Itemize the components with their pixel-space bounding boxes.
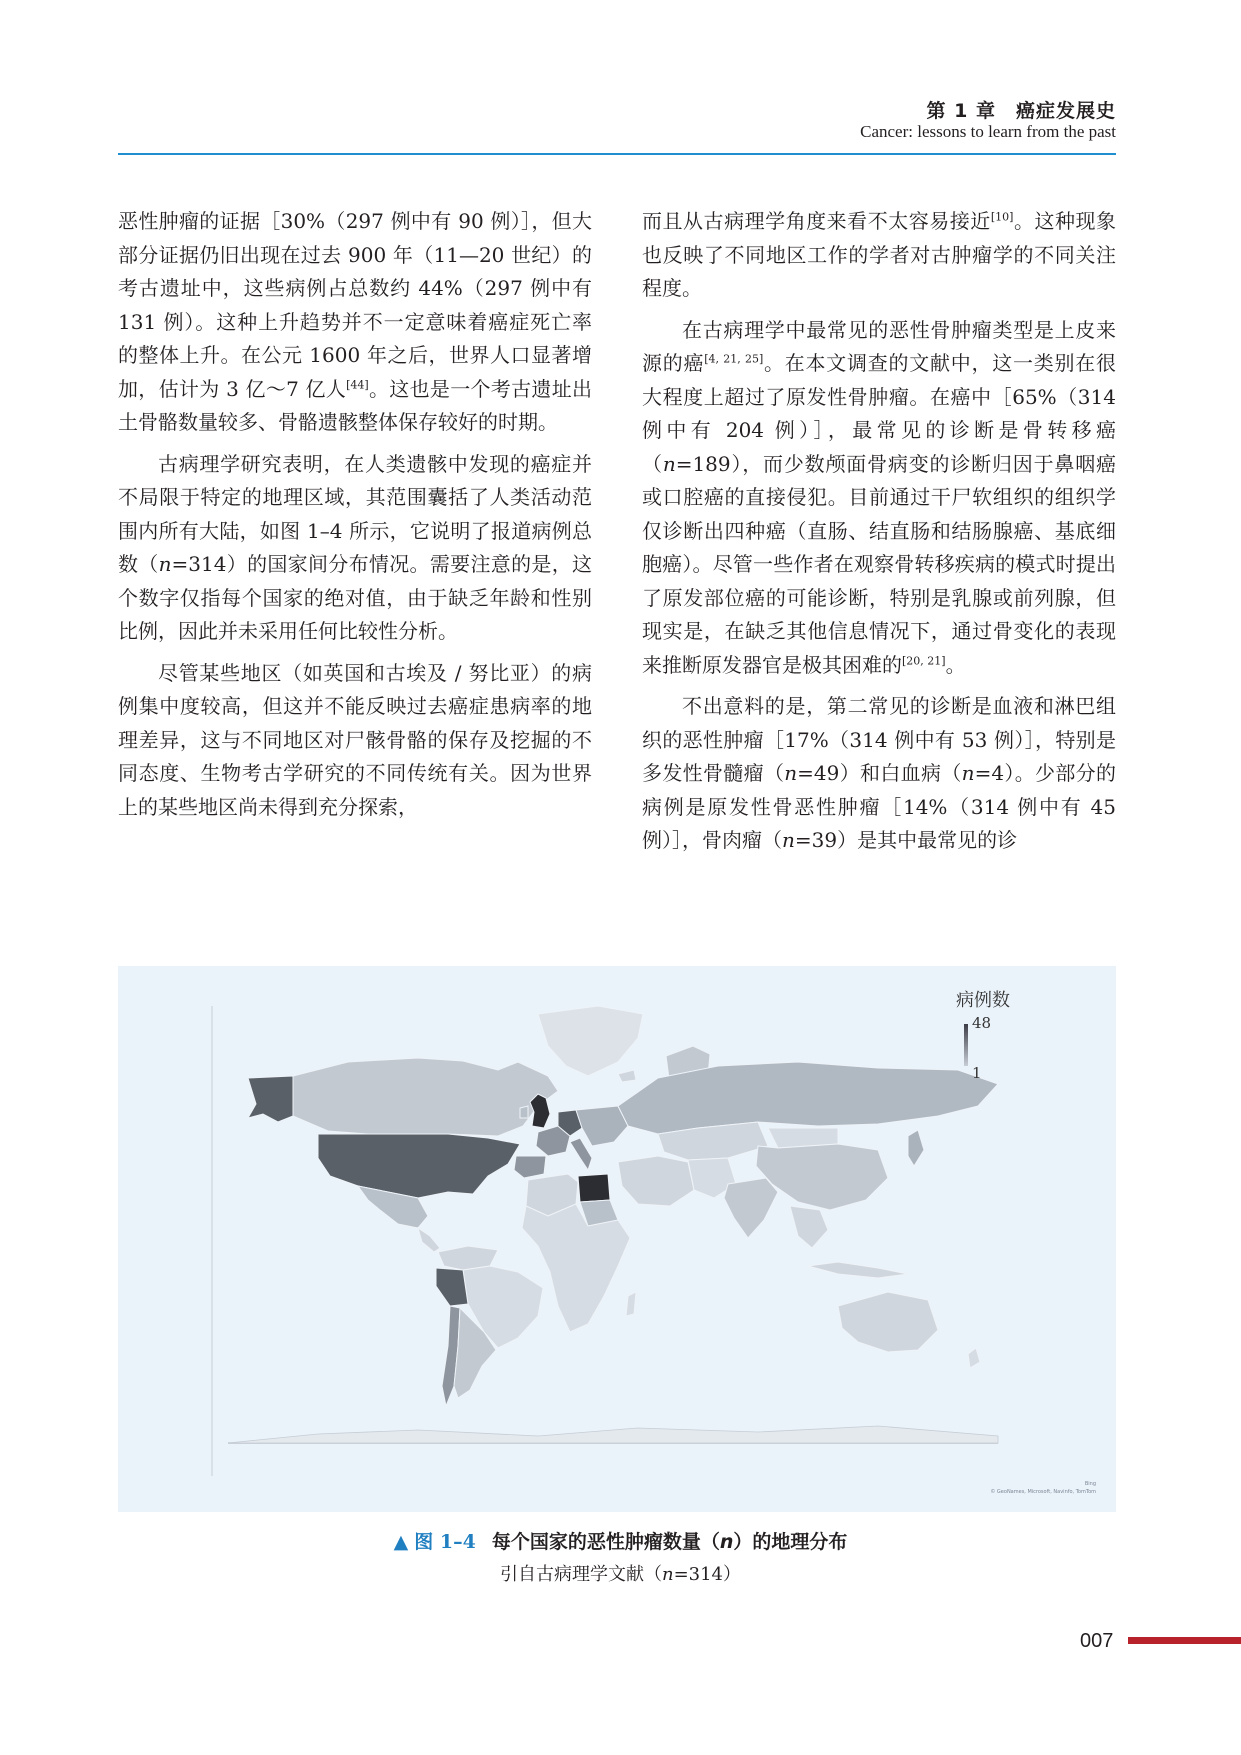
citation[interactable]: [4, 21, 25] xyxy=(704,352,764,366)
legend-gradient xyxy=(964,1024,968,1066)
country-new-zealand xyxy=(968,1348,980,1368)
country-ireland xyxy=(520,1106,528,1118)
central-america xyxy=(418,1228,440,1252)
map-attribution: Bing © GeoNames, Microsoft, Navinfo, TomTom xyxy=(990,1481,1096,1495)
figure-label: 图 1–4 xyxy=(414,1531,476,1553)
country-peru[interactable] xyxy=(436,1268,468,1306)
world-map-figure xyxy=(118,966,1116,1512)
country-canada[interactable] xyxy=(293,1058,558,1138)
chapter-title: 第 1 章 癌症发展史 xyxy=(926,100,1116,122)
left-column xyxy=(118,205,592,832)
country-egypt-nubia[interactable] xyxy=(578,1174,610,1202)
country-india[interactable] xyxy=(724,1178,778,1238)
country-spain-portugal[interactable] xyxy=(514,1156,546,1178)
triangle-icon: ▲ xyxy=(393,1531,409,1553)
country-indonesia xyxy=(808,1262,908,1278)
figure-caption: ▲ 图 1–4 每个国家的恶性肿瘤数量（n）的地理分布 xyxy=(393,1531,848,1553)
country-eastern-europe[interactable] xyxy=(576,1106,628,1146)
left-paragraph-2: 古病理学研究表明，在人类遗骸中发现的癌症并不局限于特定的地理区域，其范围囊括了人类活动范围内所有大陆，如图 1–4 所示，它说明了报道病例总数（n=314）的国家间分布情况。需要注意的是，这个数字仅指每个国家的绝对值，由于缺乏年龄和性别比例，因此并未采用任何比较性分析。 xyxy=(118,451,593,643)
country-alaska-usa[interactable] xyxy=(248,1076,293,1122)
citation[interactable]: [10] xyxy=(990,210,1014,224)
chapter-subtitle: Cancer: lessons to learn from the past xyxy=(860,122,1116,141)
country-australia[interactable] xyxy=(838,1292,938,1352)
country-middle-east xyxy=(618,1156,694,1206)
country-usa[interactable] xyxy=(318,1134,520,1198)
right-paragraph-2: 在古病理学中最常见的恶性骨肿瘤类型是上皮来源的癌[4, 21, 25]。在本文调查的文献中，这一类别在很大程度上超过了原发性骨肿瘤。在癌中［65%（314 例中有 204 例）］，最常见的诊断是骨转移癌（n=189），而少数颅面骨病变的诊断归因于鼻咽癌或口腔癌的直接侵犯。目前通过干尸软组织的组织学仅诊断出四种癌（直肠、结直肠和结肠腺癌、基底细胞癌）。尽管一些作者在观察骨转移疾病的模式时提出了原发部位癌的可能诊断，特别是乳腺或前列腺，但现实是，在缺乏其他信息情况下，通过骨变化的表现来推断原发器官是极其困难的[20, 21]。 xyxy=(642,317,1117,677)
citation[interactable]: [20, 21] xyxy=(902,653,946,667)
page-number: 007 xyxy=(1080,1630,1114,1652)
left-paragraph-3: 尽管某些地区（如英国和古埃及 / 努比亚）的病例集中度较高，但这并不能反映过去癌症患病率的地理差异，这与不同地区对尸骸骨骼的保存及挖掘的不同态度、生物考古学研究的不同传统有关。因为世界上的某些地区尚未得到充分探索， xyxy=(118,660,592,819)
right-column xyxy=(642,205,1116,866)
country-greenland[interactable] xyxy=(538,1006,643,1076)
antarctica xyxy=(228,1426,998,1443)
country-china[interactable] xyxy=(756,1144,888,1210)
right-paragraph-3: 不出意料的是，第二常见的诊断是血液和淋巴组织的恶性肿瘤［17%（314 例中有 53 例）］，特别是多发性骨髓瘤（n=49）和白血病（n=4）。少部分的病例是原发性骨恶性肿瘤［14%（314 例中有 45 例）］，骨肉瘤（n=39）是其中最常见的诊 xyxy=(642,694,1116,852)
legend-min-value: 1 xyxy=(972,1064,982,1082)
left-paragraph-1: 恶性肿瘤的证据［30%（297 例中有 90 例）］，但大部分证据仍旧出现在过去 900 年（11—20 世纪）的考古遗址中，这些病例占总数约 44%（297 例中有 131 例）。这种上升趋势并不一定意味着癌症死亡率的整体上升。在公元 1600 年之后，世界人口显著增加，估计为 3 亿～7 亿人[44]。这也是一个考古遗址出土骨骼数量较多、骨骼遗骸整体保存较好的时期。 xyxy=(118,209,592,434)
citation[interactable]: [44] xyxy=(346,377,369,391)
figure-source: 引自古病理学文献（n=314） xyxy=(499,1564,742,1585)
page-accent-bar xyxy=(1128,1637,1241,1644)
country-southeast-asia xyxy=(790,1206,828,1248)
country-madagascar xyxy=(626,1292,636,1316)
legend-title: 病例数 xyxy=(956,990,1010,1011)
country-italy[interactable] xyxy=(570,1138,592,1170)
right-paragraph-1: 而且从古病理学角度来看不太容易接近[10]。这种现象也反映了不同地区工作的学者对古肿瘤学的不同关注程度。 xyxy=(642,209,1117,300)
header-divider xyxy=(118,153,1116,155)
legend-max-value: 48 xyxy=(972,1014,992,1032)
country-iceland xyxy=(618,1070,636,1082)
country-japan[interactable] xyxy=(908,1130,924,1166)
